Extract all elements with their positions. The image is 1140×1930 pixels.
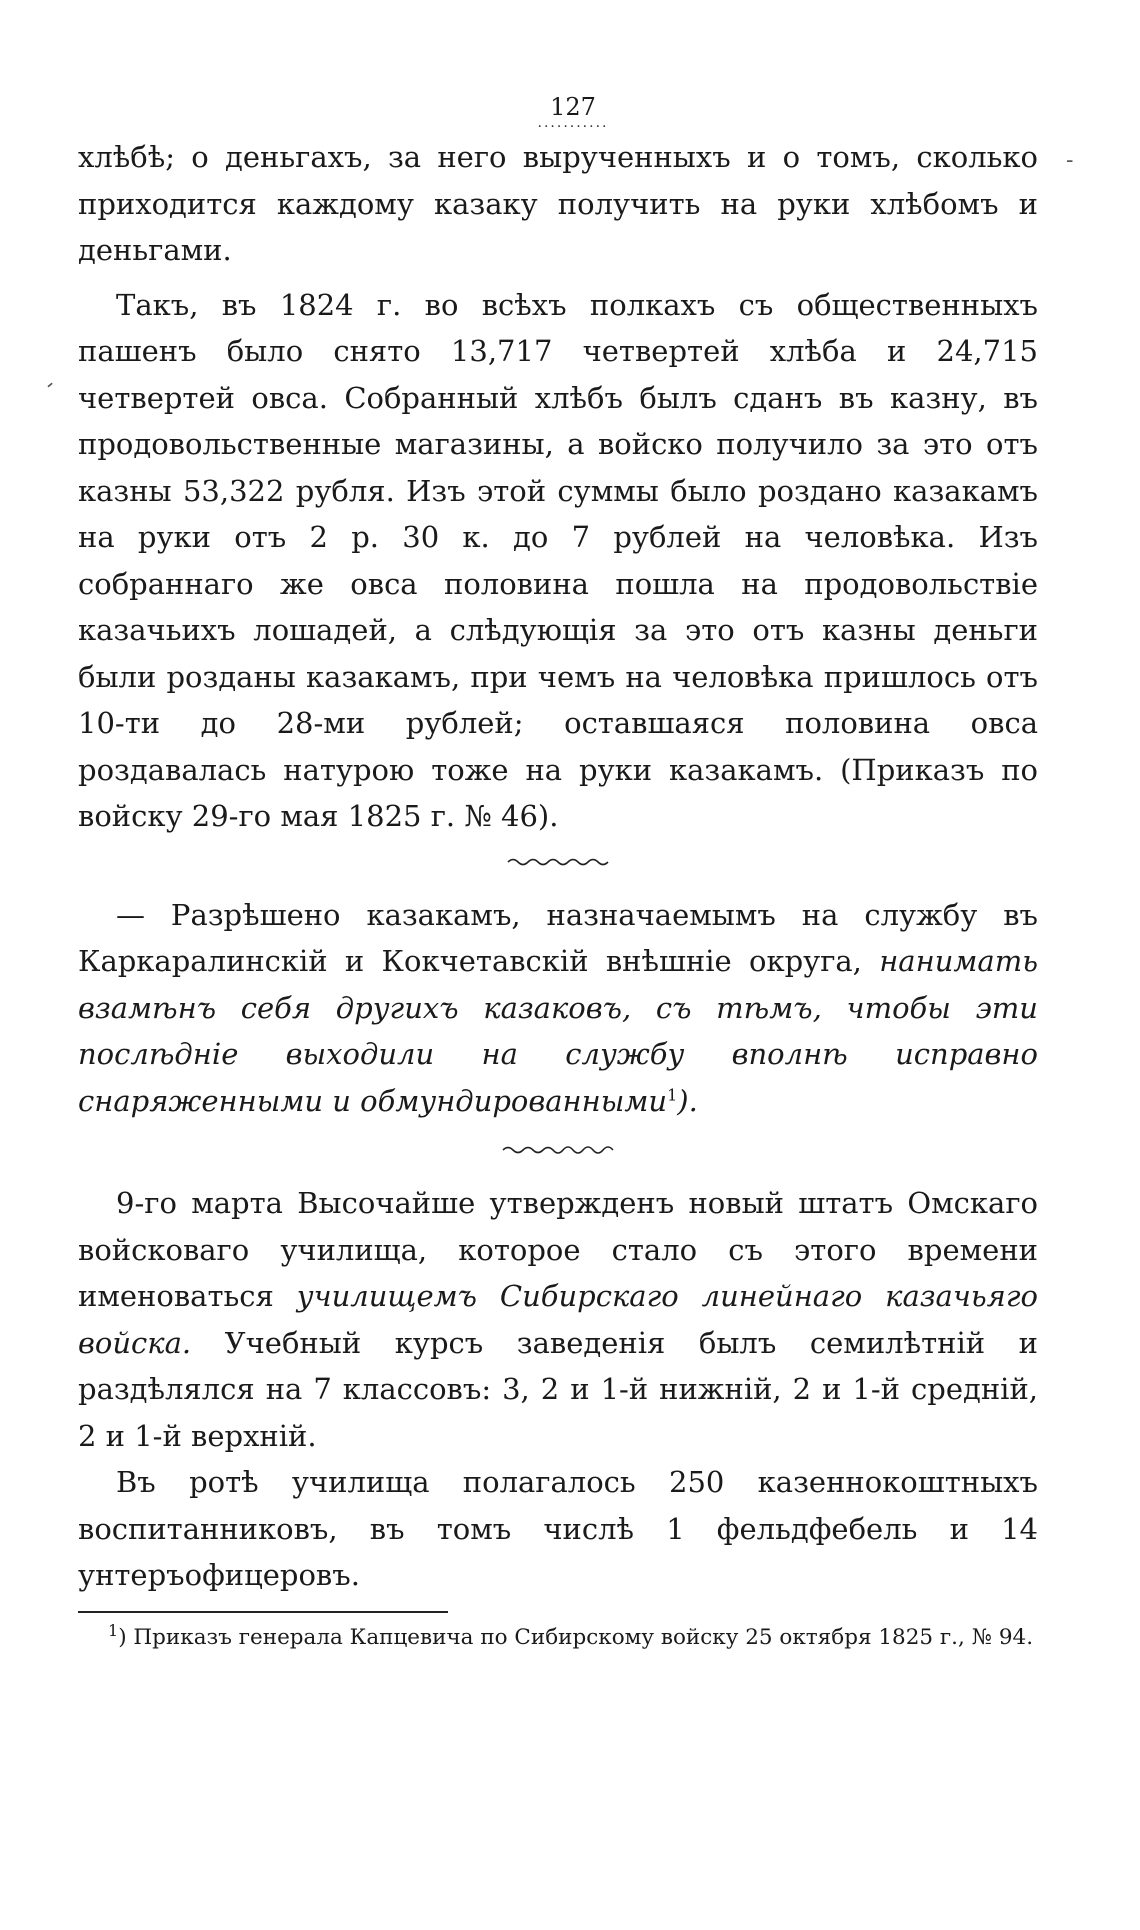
paragraph-hiring-end: ). (677, 1083, 698, 1118)
paragraph-school-plain: 9-го марта Высочайше утвержденъ новый штатъ Омскаго войсковаго училища, которое стало съ этого времени именоваться (78, 1186, 1038, 1313)
footnote-marker-close: ) (118, 1624, 127, 1650)
document-page (78, 92, 1038, 1653)
wave-divider-icon (498, 1138, 618, 1162)
footnote-text: Приказъ генерала Капцевича по Сибирскому войску 25 октября 1825 г., № 94. (126, 1624, 1034, 1650)
paragraph-hiring-italic: нанимать взамѣнъ себя другихъ казаковъ, съ тѣмъ, чтобы эти послѣдніе выходили на службу вполнѣ исправно снаряженными и обмундированными (78, 944, 1038, 1118)
paragraph-continued: хлѣбѣ; о деньгахъ, за него вырученныхъ и о томъ, сколько приходится каждому казаку получить на руки хлѣбомъ и деньгами. (78, 140, 1038, 267)
page-number-underline: ........... (537, 115, 609, 131)
paragraph-hiring-plain: — Разрѣшено казакамъ, назначаемымъ на службу въ Каркаралинскій и Кокчетавскій внѣшніе округа, (78, 897, 1038, 978)
footnote-marker: 1 (108, 1620, 119, 1640)
paragraph-school-staff (78, 1180, 1038, 1459)
scan-mark: - (38, 372, 61, 397)
scan-mark: - (1066, 148, 1074, 173)
footnote-ref: 1 (667, 1084, 678, 1104)
footnote-divider (78, 1611, 448, 1613)
footnote (78, 1620, 1038, 1653)
paragraph-school-italic: училищемъ Сибирскаго линейнаго казачьяго войска. (78, 1279, 1038, 1360)
paragraph-company-pupils: Въ ротѣ училища полагалось 250 казеннокоштныхъ воспитанниковъ, въ томъ числѣ 1 фельдфебель и 14 унтеръофицеровъ. (78, 1465, 1038, 1592)
paragraph-school-rest: Учебный курсъ заведенія былъ семилѣтній и раздѣлялся на 7 классовъ: 3, 2 и 1-й нижній, 2 и 1-й средній, 2 и 1-й верхній. (78, 1325, 1038, 1453)
paragraph-harvest-1824: Такъ, въ 1824 г. во всѣхъ полкахъ съ общественныхъ пашенъ было снято 13,717 четвертей хлѣба и 24,715 четвертей овса. Собранный хлѣбъ былъ сданъ въ казну, въ продовольственные магазины, а войско получило за это отъ казны 53,322 рубля. Изъ этой суммы было роздано казакамъ на руки отъ 2 р. 30 к. до 7 рублей на человѣка. Изъ собраннаго же овса половина пошла на продовольствіе казачьихъ лошадей, а слѣдующія за это отъ казны деньги были розданы казакамъ, при чемъ на человѣка пришлось отъ 10-ти до 28-ми рублей; оставшаяся половина овса роздавалась натурою тоже на руки казакамъ. (Приказъ по войску 29-го мая 1825 г. № 46). (78, 287, 1038, 833)
page-number: 127 (550, 93, 596, 121)
wave-divider-icon (503, 850, 613, 874)
paragraph-hiring-permission (78, 892, 1038, 1125)
